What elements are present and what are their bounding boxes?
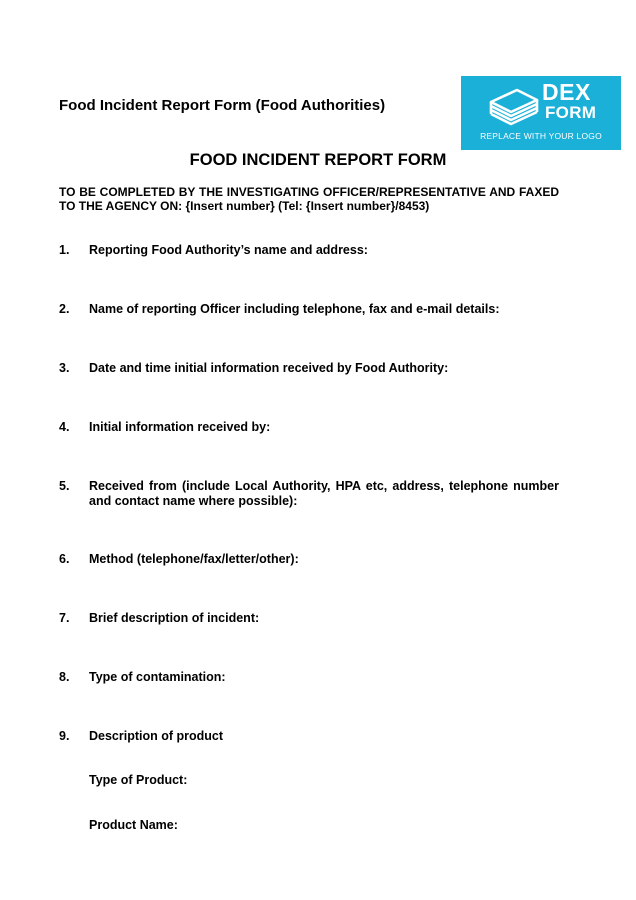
form-item-5: [59, 479, 559, 509]
form-item-2: [59, 302, 559, 317]
item-label: Initial information received by:: [89, 420, 271, 434]
form-item-9: [59, 729, 559, 744]
item-label: Name of reporting Officer including telephone, fax and e-mail details:: [89, 302, 500, 316]
item-label: Description of product: [89, 729, 224, 743]
item-label: Brief description of incident:: [89, 611, 260, 625]
form-item-1: [59, 243, 559, 258]
logo: [461, 76, 621, 150]
item-number: 5.: [59, 479, 70, 493]
logo-tagline: REPLACE WITH YOUR LOGO: [480, 131, 602, 141]
item-label: Method (telephone/fax/letter/other):: [89, 552, 299, 566]
form-item-6: [59, 552, 559, 567]
form-instructions: TO BE COMPLETED BY THE INVESTIGATING OFFICER/REPRESENTATIVE AND FAXED TO THE AGENCY ON: {Insert number} (Tel: {Insert number}/8453): [59, 185, 559, 213]
item-number: 6.: [59, 552, 70, 566]
product-name-label: Product Name:: [89, 818, 178, 832]
logo-form-text: FORM: [545, 103, 597, 122]
item-number: 4.: [59, 420, 70, 434]
logo-dex-text: DEX: [542, 79, 591, 105]
item-number: 8.: [59, 670, 70, 684]
item-number: 7.: [59, 611, 70, 625]
form-item-4: [59, 420, 559, 435]
item-number: 9.: [59, 729, 70, 743]
type-of-product-label: Type of Product:: [89, 773, 188, 787]
form-item-8: [59, 670, 559, 685]
item-label: Type of contamination:: [89, 670, 226, 684]
item-number: 1.: [59, 243, 70, 257]
item-label: Date and time initial information received by Food Authority:: [89, 361, 449, 375]
item-number: 3.: [59, 361, 70, 375]
form-item-7: [59, 611, 559, 626]
form-title: FOOD INCIDENT REPORT FORM: [189, 151, 447, 169]
form-item-3: [59, 361, 559, 376]
item-label: Reporting Food Authority’s name and address:: [89, 243, 368, 257]
item-label: Received from (include Local Authority, HPA etc, address, telephone number and contact name where possible):: [89, 479, 559, 508]
stacked-papers-icon: [487, 82, 541, 130]
item-number: 2.: [59, 302, 70, 316]
document-header-title: Food Incident Report Form (Food Authorities): [59, 97, 386, 114]
